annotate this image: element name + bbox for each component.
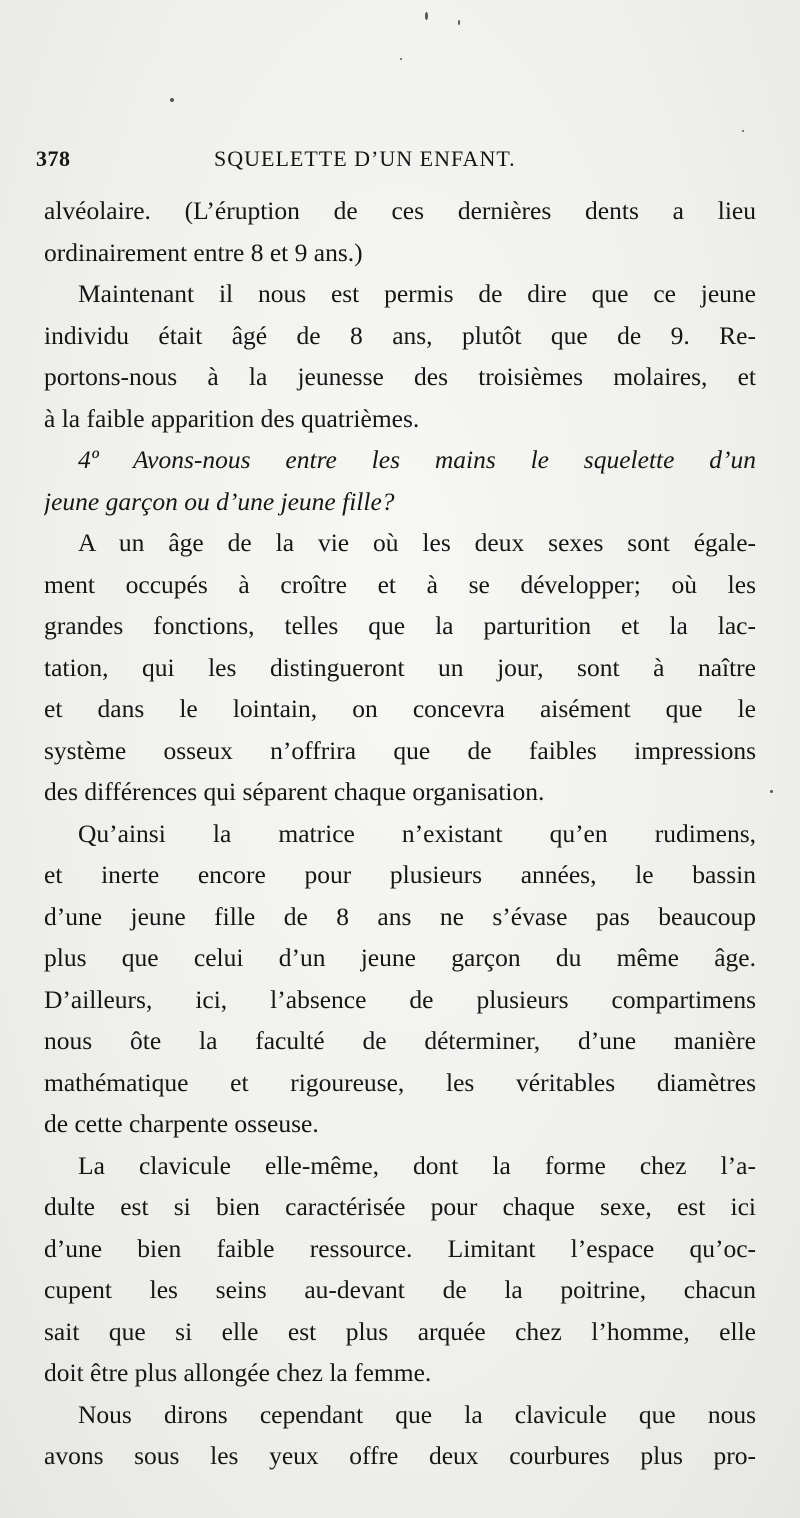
text-line: D’ailleurs, ici, l’absence de plusieurs compartimens bbox=[44, 984, 756, 1014]
text-line: plus que celui d’un jeune garçon du même âge. bbox=[44, 943, 756, 972]
text-line: des différences qui séparent chaque organisation. bbox=[44, 777, 545, 806]
text-line: nous ôte la faculté de déterminer, d’une manière bbox=[44, 1026, 756, 1055]
text-line: d’une jeune fille de 8 ans ne s’évase pas beaucoup bbox=[44, 901, 756, 931]
text-line: individu était âgé de 8 ans, plutôt que de 9. Re- bbox=[44, 320, 756, 350]
text-line: d’une bien faible ressource. Limitant l’espace qu’oc- bbox=[44, 1233, 756, 1263]
text-line: cupent les seins au-devant de la poitrine, chacun bbox=[44, 1275, 756, 1304]
text-line: dulte est si bien caractérisée pour chaque sexe, est ici bbox=[44, 1192, 756, 1221]
text-line: et inerte encore pour plusieurs années, le bassin bbox=[44, 860, 756, 889]
paper-speck bbox=[400, 58, 402, 60]
paper-speck bbox=[770, 790, 773, 793]
text-line: alvéolaire. (L’éruption de ces dernières dents a lieu bbox=[44, 196, 756, 225]
page-number: 378 bbox=[36, 146, 71, 171]
text-line: Qu’ainsi la matrice n’existant qu’en rudimens, bbox=[78, 818, 756, 848]
text-line: avons sous les yeux offre deux courbures plus pro- bbox=[44, 1441, 756, 1470]
text-line: système osseux n’offrira que de faibles impressions bbox=[44, 735, 756, 765]
paper-speck bbox=[170, 98, 174, 102]
text-line: ment occupés à croître et à se développer; où les bbox=[44, 569, 756, 599]
text-line: tation, qui les distingueront un jour, sont à naître bbox=[44, 652, 756, 682]
page-header bbox=[36, 146, 760, 176]
text-line: à la faible apparition des quatrièmes. bbox=[44, 403, 420, 433]
text-line: grandes fonctions, telles que la parturition et la lac- bbox=[44, 611, 756, 640]
text-line: et dans le lointain, on concevra aisément que le bbox=[44, 694, 756, 723]
text-line: portons-nous à la jeunesse des troisièmes molaires, et bbox=[44, 362, 756, 391]
text-line: de cette charpente osseuse. bbox=[44, 1109, 319, 1138]
text-line: doit être plus allongée chez la femme. bbox=[44, 1358, 432, 1387]
running-title: SQUELETTE D’UN ENFANT. bbox=[214, 146, 516, 171]
text-line: Nous dirons cependant que la clavicule que nous bbox=[78, 1399, 756, 1429]
text-line: 4º Avons-nous entre les mains le squelette d’un bbox=[78, 445, 756, 474]
paper-speck bbox=[742, 130, 744, 132]
body-text bbox=[44, 190, 756, 1477]
text-line: sait que si elle est plus arquée chez l’homme, elle bbox=[44, 1316, 756, 1346]
text-line: jeune garçon ou d’une jeune fille? bbox=[44, 486, 395, 516]
text-line: mathématique et rigoureuse, les véritables diamètres bbox=[44, 1067, 756, 1097]
text-line: Maintenant il nous est permis de dire que ce jeune bbox=[78, 279, 756, 308]
paper-speck bbox=[458, 20, 460, 25]
text-line: La clavicule elle-même, dont la forme chez l’a- bbox=[78, 1150, 756, 1180]
text-line: A un âge de la vie où les deux sexes sont égale- bbox=[78, 528, 756, 557]
paper-speck bbox=[425, 12, 428, 20]
text-line: ordinairement entre 8 et 9 ans.) bbox=[44, 237, 363, 267]
